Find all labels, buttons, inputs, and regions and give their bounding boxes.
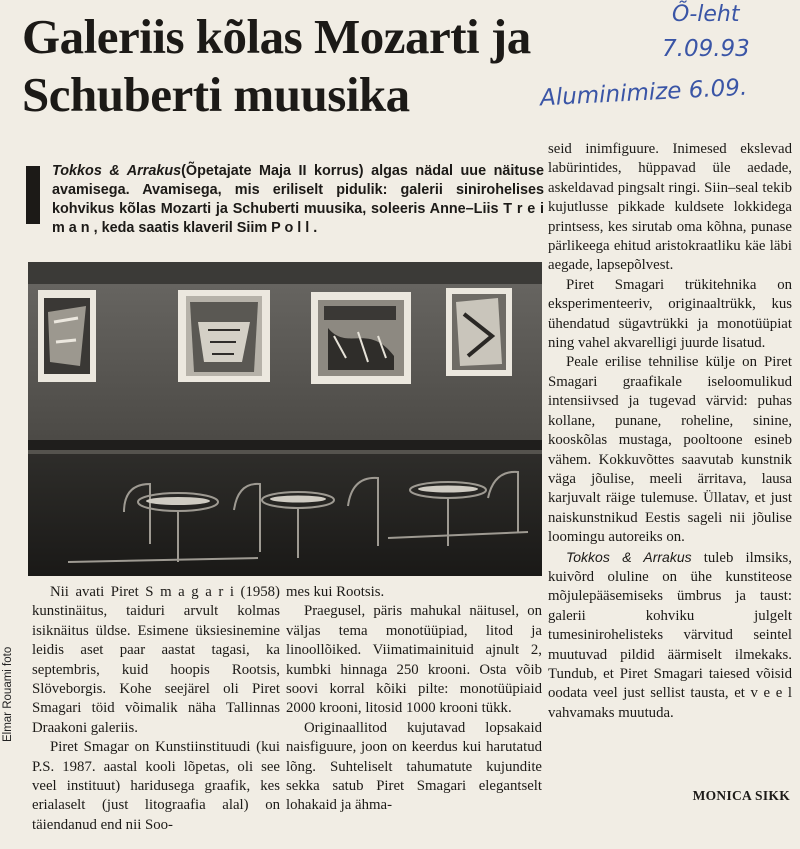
- artwork-3: [311, 292, 411, 384]
- lead-paragraph: [26, 162, 544, 238]
- column3-paragraph-3: Peale erilise tehnilise külje on Piret Smagari graafikale iseloomulikud intensiivsed ja tugevad värvid: puhas kollane, punane, roheline, sinine, kooskõlas mustaga, pooltoone esineb vähem. Kokkuvõttes saavutab kunstnik väga jõulise, meeli ärritava, lausa karjuvalt räige tulemuse. Üllatav, et just naiskunstnikud Eestis sageli nii jõulise loomingu autoreiks on.: [548, 354, 792, 546]
- handwritten-date: 7.09.93: [662, 36, 750, 62]
- gallery-photo-image: [28, 262, 542, 576]
- column2-paragraph-1: mes kui Rootsis.: [286, 584, 385, 600]
- column3-paragraph-2: Piret Smagari trükitehnika on eksperimenteeriv, originaaltrükk, kus ühendatud sügavtrükki ja monotüüpiat ning vahel akvarelligi juurde lisatud.: [548, 276, 792, 352]
- article-column-3: [548, 140, 792, 723]
- lead-venue: Tokkos & Arrakus: [52, 163, 182, 179]
- artwork-1: [38, 290, 96, 382]
- gallery-photo: [28, 262, 542, 576]
- column2-paragraph-2: Praegusel, päris mahukal näitusel, on väljas tema monotüüpiad, litod ja linoollõiked. Viimatimainituid ajnult 2, kumbki hinnaga 250 krooni. Osta võib soovi korral kõiki pilte: monotüüpiaid 2000 krooni, litosid 1000 krooni tükk.: [286, 603, 542, 717]
- article-column-2: [286, 583, 542, 816]
- column2-paragraph-3: Originaallitod kujutavad lopsakaid naisfiguure, joon on keerdus kui harutatud lõng. Suhteliselt tahumatute kujundite sekka satub Piret Smagari elegantselt lohakaid ja ähma-: [286, 719, 542, 814]
- headline-line2: Schuberti muusika: [22, 67, 410, 122]
- article-column-1: [32, 583, 280, 835]
- handwritten-source: Õ-leht: [672, 2, 740, 27]
- headline: [22, 8, 532, 124]
- column1-paragraph-2: Piret Smagar on Kunstiinstituudi (kui P.S. 1987. aastal kooli lõpetas, oli see veel instituut) haridusega graafik, kes erialaselt (just litograafia alal) on täiendanud end nii Soo-: [32, 739, 280, 833]
- column1-paragraph-1: Nii avati Piret S m a g a r i (1958) kunstinäitus, taiduri arvult kolmas isiknäitus üldse. Esimene üksiesinemine leidis aset paar aastat tagasi, ka septembris, kuid hoopis Rootsis, Slöveborgis. Kohe seejärel oli Piret Smagari töid võimalik näha Tallinnas Draakoni galeriis.: [32, 584, 280, 736]
- handwritten-note: Aluminimize 6.09.: [539, 74, 748, 112]
- drop-cap-bar: [26, 166, 40, 224]
- artwork-4: [446, 288, 512, 376]
- photo-credit: Elmar Rouami foto: [2, 646, 14, 742]
- lead-text: (Õpetajate Maja II korrus) algas nädal uue näituse avamisega. Avamisega, mis eriliselt pidulik: galerii sinirohelises kohvikus kõlas Mozarti ja Schuberti muusika, soleeris Anne–Liis T r e i m a n , keda saatis klaveril Siim P o l l .: [52, 163, 544, 236]
- author-byline: MONICA SIKK: [692, 788, 790, 803]
- column3-venue: Tokkos & Arrakus: [566, 548, 692, 565]
- column3-paragraph-4-text: tuleb ilmsiks, kuivõrd oluline on ühe kunstiteose mõjulepääsemiseks ümbrus ja taust: galerii kohviku julgelt tumesinirohelisteks värvitud seintel muutuvad pildid äärmiselt ilmekaks. Tundub, et Piret Smagari taiesed võisid oodata veel just sellist tausta, et v e e l vahvamaks muutuda.: [548, 549, 792, 721]
- headline-line1: Galeriis kõlas Mozarti ja: [22, 9, 531, 64]
- column3-paragraph-1: seid inimfiguure. Inimesed ekslevad labürintides, hüppavad üle aedade, askeldavad pingsalt ringi. Siin–seal tekib kujutlusse pikkade kuldsete lokkidega printsess, kes sirutab oma kõhna, punase pärlikeega ehitud aristokraatliku käe läbi aegade, lapsepõlvest.: [548, 141, 792, 274]
- artwork-2: [178, 290, 270, 382]
- column3-paragraph-4: [548, 548, 792, 724]
